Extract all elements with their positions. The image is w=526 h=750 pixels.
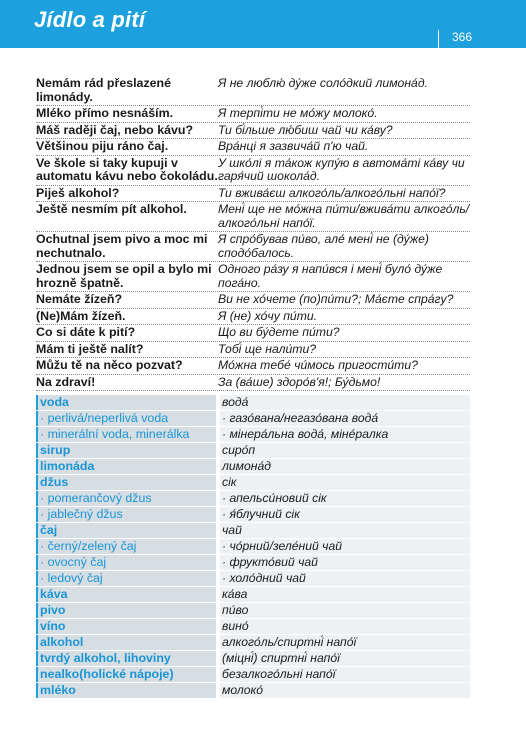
phrase-row xyxy=(36,262,470,292)
vocab-czech: · černý/zelený čaj xyxy=(36,539,216,554)
vocab-row xyxy=(36,411,470,426)
phrase-ukrainian: Ти бі́льше лю́биш чай чи ка́ву? xyxy=(218,122,393,137)
vocab-row xyxy=(36,667,470,682)
vocab-czech: · minerální voda, minerálka xyxy=(36,427,216,442)
vocab-row xyxy=(36,427,470,442)
vocab-row xyxy=(36,475,470,490)
vocab-czech: káva xyxy=(36,587,216,602)
phrase-ukrainian: Я (не) хо́чу пи́ти. xyxy=(218,308,318,323)
vocab-czech: voda xyxy=(36,395,216,410)
vocab-row xyxy=(36,683,470,698)
phrase-czech: Ochutnal jsem pivo a moc mi nechutnalo. xyxy=(36,232,208,260)
page-number: 366 xyxy=(452,30,473,44)
header-divider xyxy=(438,30,439,48)
phrase-ukrainian: У шко́лі я та́кож купу́ю в автома́ті ка́ву чи гаря́чий шокола́д. xyxy=(218,155,465,183)
vocab-czech: sirup xyxy=(36,443,216,458)
vocab-row xyxy=(36,459,470,474)
phrase-row xyxy=(36,325,470,342)
phrase-czech: Můžu tě na něco pozvat? xyxy=(36,358,183,372)
phrase-row xyxy=(36,106,470,123)
vocab-ukrainian: алкого́ль/спиртні́ напо́ї xyxy=(220,635,470,650)
vocab-czech: limonáda xyxy=(36,459,216,474)
vocab-row xyxy=(36,491,470,506)
phrase-ukrainian: Вра́нці я зазвича́й п'ю чай. xyxy=(218,139,369,153)
phrase-ukrainian: Я терпі́ти не мо́жу молоко́. xyxy=(218,106,378,120)
phrase-row xyxy=(36,375,470,392)
phrase-czech: Ve škole si taky kupuji v automatu kávu nebo čokoládu. xyxy=(36,155,218,183)
phrase-ukrainian: Що ви бу́дете пи́ти? xyxy=(218,325,340,339)
phrase-czech: Máš raději čaj, nebo kávu? xyxy=(36,122,194,137)
page-title: Jídlo a pití xyxy=(34,7,146,32)
phrase-row xyxy=(36,309,470,326)
phrase-row xyxy=(36,139,470,156)
phrase-ukrainian: Одного ра́зу я напи́вся і мені́ було́ ду́же пога́но. xyxy=(218,262,443,290)
phrase-czech: Mléko přímo nesnáším. xyxy=(36,106,174,120)
phrase-czech: (Ne)Mám žízeň. xyxy=(36,308,126,323)
phrase-czech: Mám ti ještě nalít? xyxy=(36,341,144,356)
vocab-czech: nealko(holické nápoje) xyxy=(36,667,216,682)
vocab-row xyxy=(36,555,470,570)
phrase-czech: Jednou jsem se opil a bylo mi hrozně špatně. xyxy=(36,262,212,290)
vocabulary-table xyxy=(36,395,470,699)
vocab-czech: tvrdý alkohol, lihoviny xyxy=(36,651,216,666)
vocab-ukrainian: пи́во xyxy=(220,603,470,618)
vocab-ukrainian: лимона́д xyxy=(220,459,470,474)
phrase-row xyxy=(36,232,470,262)
vocab-czech: · ovocný čaj xyxy=(36,555,216,570)
vocab-row xyxy=(36,443,470,458)
vocab-czech: pivo xyxy=(36,603,216,618)
phrase-czech: Co si dáte k pití? xyxy=(36,325,136,339)
vocab-ukrainian: сиро́п xyxy=(220,443,470,458)
vocab-row xyxy=(36,635,470,650)
phrase-row xyxy=(36,358,470,375)
phrase-row xyxy=(36,342,470,359)
phrase-ukrainian: Мо́жна тебе́ чи́мось пригости́ти? xyxy=(218,358,418,372)
phrase-czech: Nemám rád přeslazené limonády. xyxy=(36,76,171,104)
vocab-czech: alkohol xyxy=(36,635,216,650)
phrase-row xyxy=(36,123,470,140)
vocab-row xyxy=(36,395,470,410)
vocab-row xyxy=(36,619,470,634)
vocab-row xyxy=(36,571,470,586)
phrase-ukrainian: Тобі́ ще нали́ти? xyxy=(218,341,317,356)
vocab-ukrainian: · апельси́новий сік xyxy=(220,491,470,506)
phrases-table xyxy=(36,76,470,391)
phrase-ukrainian: Мені́ ще не мо́жна пи́ти/вжива́ти алкого́ль/алкого́льні напо́ї. xyxy=(218,202,470,230)
phrase-ukrainian: Я не люблю́ ду́же соло́дкий лимона́д. xyxy=(218,76,428,90)
vocab-ukrainian: · холо́дний чай xyxy=(220,571,470,586)
vocab-czech: · jablečný džus xyxy=(36,507,216,522)
vocab-czech: mléko xyxy=(36,683,216,698)
phrase-row xyxy=(36,76,470,106)
vocab-ukrainian: · чо́рний/зеле́ний чай xyxy=(220,539,470,554)
phrase-ukrainian: Ти вжива́єш алкого́ль/алкого́льні напо́ї? xyxy=(218,185,446,200)
vocab-ukrainian: вода́ xyxy=(220,395,470,410)
header-bar xyxy=(0,0,526,48)
vocab-ukrainian: вино́ xyxy=(220,619,470,634)
vocab-czech: · ledový čaj xyxy=(36,571,216,586)
phrase-row xyxy=(36,156,470,186)
phrase-czech: Na zdraví! xyxy=(36,374,96,389)
vocab-ukrainian: чай xyxy=(220,523,470,538)
vocab-czech: džus xyxy=(36,475,216,490)
vocab-ukrainian: ка́ва xyxy=(220,587,470,602)
vocab-czech: víno xyxy=(36,619,216,634)
vocab-row xyxy=(36,651,470,666)
vocab-ukrainian: · мінера́льна вода́, міне́ралка xyxy=(220,427,470,442)
phrase-ukrainian: Я спро́бував пи́во, але́ мені́ не (ду́же) сподо́балось. xyxy=(218,232,429,260)
phrase-row xyxy=(36,292,470,309)
vocab-czech: čaj xyxy=(36,523,216,538)
phrase-czech: Nemáte žízeň? xyxy=(36,292,123,306)
vocab-row xyxy=(36,507,470,522)
vocab-row xyxy=(36,603,470,618)
vocab-czech: · perlivá/neperlivá voda xyxy=(36,411,216,426)
phrase-row xyxy=(36,186,470,203)
phrase-czech: Piješ alkohol? xyxy=(36,185,120,200)
phrase-row xyxy=(36,202,470,232)
phrase-ukrainian: Ви не хо́чете (по)пи́ти?; Ма́єте спра́гу? xyxy=(218,292,454,306)
vocab-row xyxy=(36,587,470,602)
vocab-ukrainian: сік xyxy=(220,475,470,490)
vocab-row xyxy=(36,523,470,538)
phrase-ukrainian: За (ва́ше) здоро́в'я!; Бу́дьмо! xyxy=(218,374,381,389)
vocab-czech: · pomerančový džus xyxy=(36,491,216,506)
vocab-ukrainian: · фрукто́вий чай xyxy=(220,555,470,570)
vocab-ukrainian: молоко́ xyxy=(220,683,470,698)
vocab-ukrainian: (міцні́) спиртні́ напо́ї xyxy=(220,651,470,666)
vocab-ukrainian: · я́блучний сік xyxy=(220,507,470,522)
phrase-czech: Ještě nesmím pít alkohol. xyxy=(36,202,187,216)
vocab-ukrainian: · газо́вана/негазо́вана вода́ xyxy=(220,411,470,426)
vocab-ukrainian: безалкого́льні напо́ї xyxy=(220,667,470,682)
phrase-czech: Většinou piju ráno čaj. xyxy=(36,139,169,153)
vocab-row xyxy=(36,539,470,554)
